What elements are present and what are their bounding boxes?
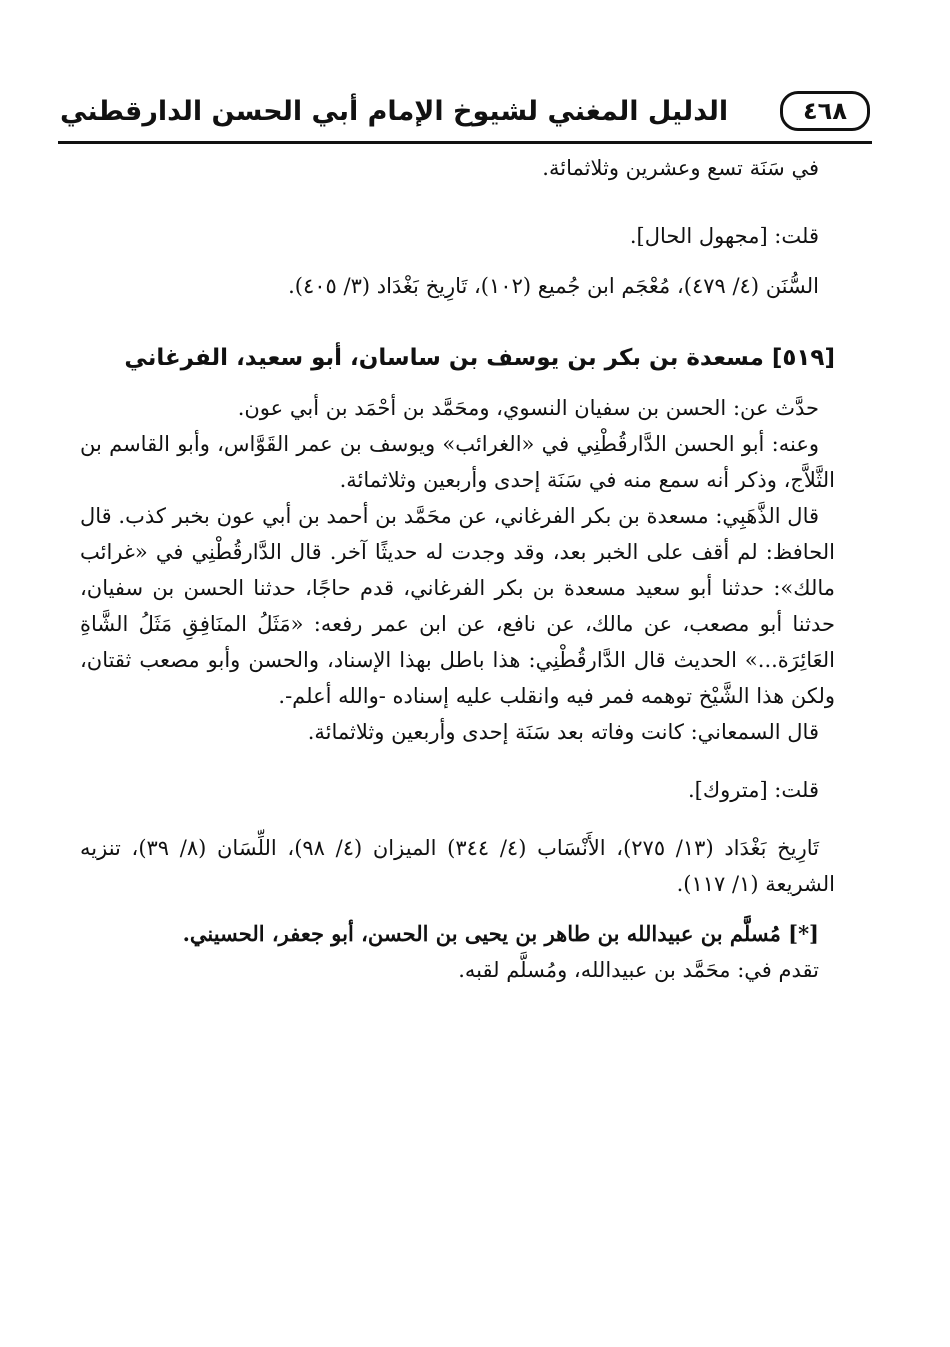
paragraph-cross-reference: تقدم في: محَمَّد بن عبيدالله، ومُسلَّم لقبه. (458, 958, 819, 982)
paragraph-sources: السُّنَن (٤/ ٤٧٩)، مُعْجَم ابن جُميع (١٠٢)، تَارِيخ بَغْدَاد (٣/ ٤٠٥). (288, 274, 819, 298)
page-number: ٤٦٨ (780, 91, 870, 131)
entry-title: [٥١٩] مسعدة بن بكر بن يوسف بن ساسان، أبو سعيد، الفرغاني (124, 345, 835, 371)
paragraph-dhahabi: قال الذَّهَبِي: مسعدة بن بكر الفرغاني، عن محَمَّد بن أحمد بن أبي عون بخبر كذب. قال الحافظ: لم أقف على الخبر بعد، وقد وجدت له حديثًا آخر. قال الدَّارقُطْنِي في «غرائب مالك»: حدثنا أبو سعيد مسعدة بن بكر الفرغاني، قدم حاجًا، حدثنا الحسن بن سفيان، حدثنا أبو مصعب، عن مالك، عن نافع، عن ابن عمر رفعه: «مَثَلُ المنَافِقِ مَثَلُ الشَّاةِ العَائِرَة...» الحديث قال الدَّارقُطْنِي: هذا باطل بهذا الإسناد، والحسن وأبو مصعب ثقتان، ولكن هذا الشَّيْخ توهمه فمر فيه وانقلب عليه إسناده -والله أعلم-. (80, 504, 835, 708)
paragraph-continuation: في سَنَة تسع وعشرين وثلاثمائة. (542, 156, 819, 180)
paragraph-verdict: قلت: [مجهول الحال]. (629, 224, 819, 248)
running-title: الدليل المغني لشيوخ الإمام أبي الحسن الدارقطني (60, 95, 729, 127)
paragraph-cross-reference-entry: [*] مُسلَّم بن عبيدالله بن طاهر بن يحيى بن الحسن، أبو جعفر، الحسيني. (182, 921, 819, 946)
paragraph-verdict-2: قلت: [متروك]. (687, 778, 819, 802)
paragraph-sources-2: تَارِيخ بَغْدَاد (١٣/ ٢٧٥)، الأَنْسَاب (٤/ ٣٤٤) الميزان (٤/ ٩٨)، اللِّسَان (٨/ ٣٩)، تنزيه الشريعة (١/ ١١٧). (80, 836, 835, 896)
header-rule (58, 141, 872, 144)
paragraph-samani: قال السمعاني: كانت وفاته بعد سَنَة إحدى وأربعين وثلاثمائة. (307, 720, 819, 744)
paragraph-narrated-by: وعنه: أبو الحسن الدَّارقُطْنِي في «الغرائب» ويوسف بن عمر القَوَّاس، وأبو القاسم بن الثَّلاَّج، وذكر أنه سمع منه في سَنَة إحدى وأربعين وثلاثمائة. (80, 432, 835, 492)
page-header (60, 82, 870, 140)
page-body (80, 150, 835, 988)
paragraph-narrated-from: حدَّث عن: الحسن بن سفيان النسوي، ومحَمَّد بن أحْمَد بن أبي عون. (237, 396, 819, 420)
